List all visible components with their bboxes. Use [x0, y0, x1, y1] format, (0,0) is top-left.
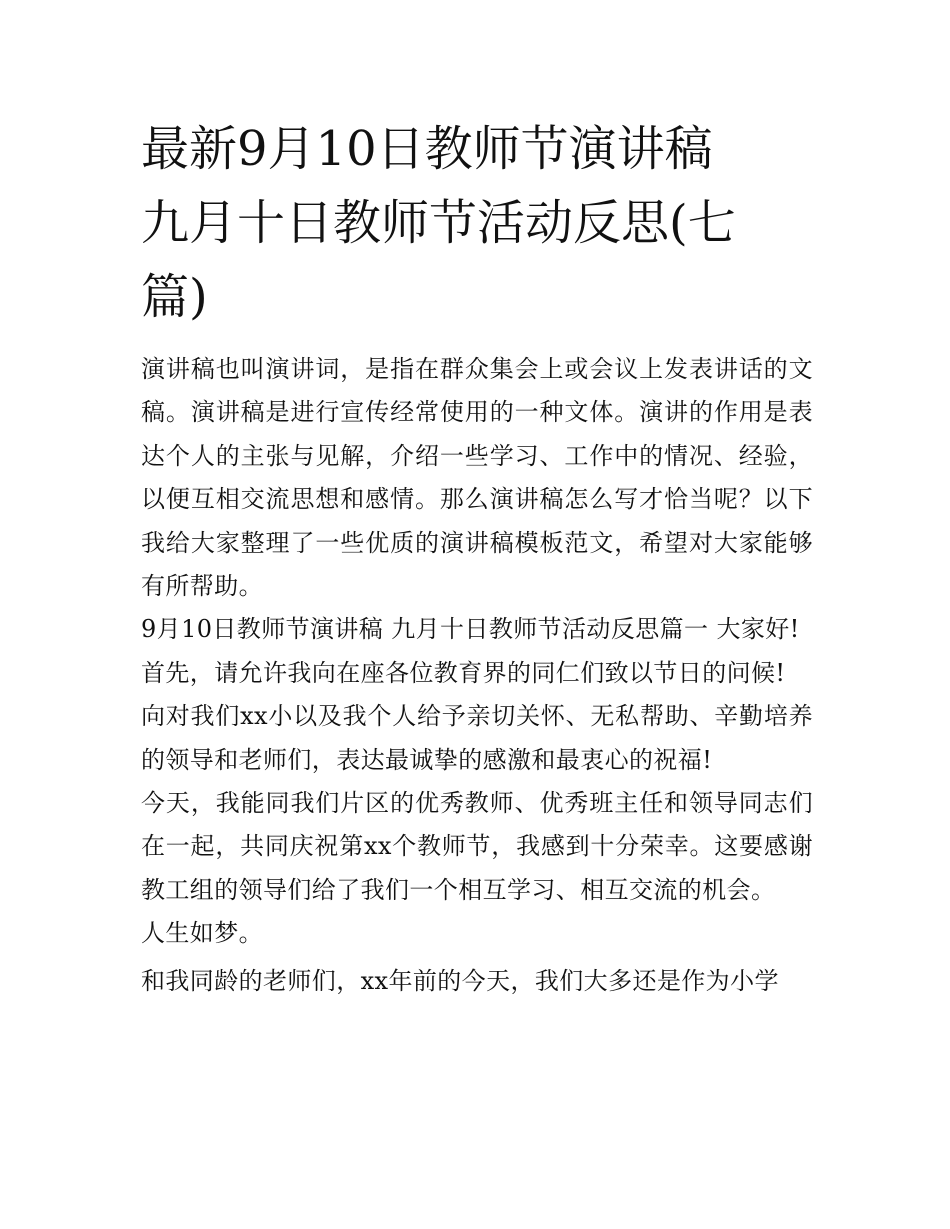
document-page [141, 112, 813, 1003]
title-line-2: 九月十日教师节活动反思(七 [141, 195, 736, 251]
thanks-paragraph: 向对我们xx小以及我个人给予亲切关怀、无私帮助、辛勤培养的领导和老师们，表达最诚挚的感激和最衷心的祝福! [141, 702, 813, 774]
life-paragraph: 人生如梦。 [141, 919, 263, 948]
document-body [141, 348, 813, 1003]
greeting-paragraph: 首先，请允许我向在座各位教育界的同仁们致以节日的问候! [141, 658, 786, 687]
intro-paragraph: 演讲稿也叫演讲词，是指在群众集会上或会议上发表讲话的文稿。演讲稿是进行宣传经常使用的一种文体。演讲的作用是表达个人的主张与见解，介绍一些学习、工作中的情况、经验，以便互相交流思想和感情。那么演讲稿怎么写才恰当呢？以下我给大家整理了一些优质的演讲稿模板范文，希望对大家能够有所帮助。 [141, 355, 813, 601]
section-heading-paragraph: 9月10日教师节演讲稿 九月十日教师节活动反思篇一 大家好! [141, 615, 800, 644]
document-title [141, 112, 813, 334]
memory-paragraph: 和我同龄的老师们，xx年前的今天，我们大多还是作为小学 [141, 966, 779, 995]
honor-paragraph: 今天，我能同我们片区的优秀教师、优秀班主任和领导同志们在一起，共同庆祝第xx个教师节，我感到十分荣幸。这要感谢教工组的领导们给了我们一个相互学习、相互交流的机会。 [141, 789, 813, 904]
title-line-3: 篇) [141, 269, 208, 325]
title-line-1: 最新9月10日教师节演讲稿 [141, 121, 713, 177]
